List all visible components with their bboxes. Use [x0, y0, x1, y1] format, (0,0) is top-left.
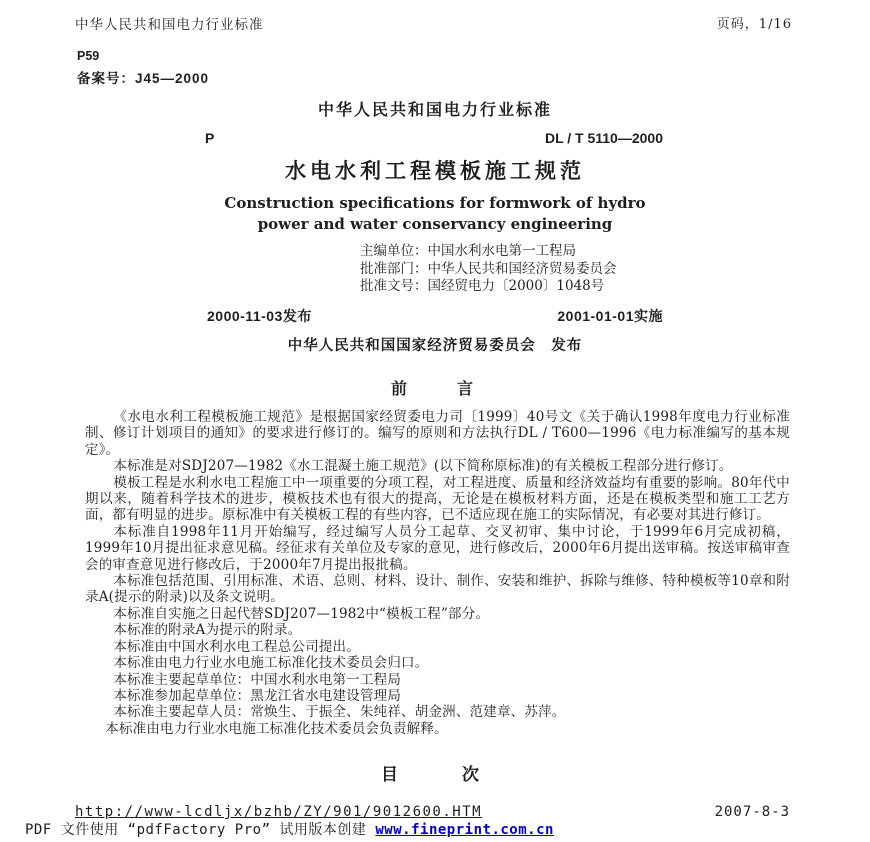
toc-heading: 目 次 [381, 765, 489, 784]
foreword-heading: 前 言 [390, 381, 479, 398]
record-number: 备案号：J45—2000 [77, 71, 210, 86]
class-letter: P [205, 130, 215, 146]
approval-line-document: 批准文号：国经贸电力〔2000〕1048号 [360, 278, 605, 295]
foreword-paragraph: 本标准主要起草单位：中国水利水电第一工程局 [113, 671, 402, 688]
page-header-left: 中华人民共和国电力行业标准 [75, 17, 264, 33]
effective-date: 2001-01-01实施 [557, 308, 663, 324]
fineprint-link[interactable]: www.fineprint.com.cn [375, 822, 554, 838]
standard-code-row [205, 130, 663, 146]
foreword-paragraph: 本标准由电力行业水电施工标准化技术委员会归口。 [113, 655, 429, 672]
foreword-paragraph: 《水电水利工程模板施工规范》是根据国家经贸委电力司〔1999〕40号文《关于确认1998年度电力行业标准制、修订计划项目的通知》的要求进行修订的。编写的原则和方法执行DL / T600—1996《电力标准编写的基本规定》。 [85, 409, 790, 458]
foreword-paragraph: 本标准由中国水利水电工程总公司提出。 [113, 638, 360, 655]
standard-title-cn: 水电水利工程模板施工规范 [285, 160, 585, 183]
approval-line-editor: 主编单位：中国水利水电第一工程局 [360, 243, 576, 259]
foreword-paragraph: 本标准的附录A为提示的附录。 [113, 622, 302, 639]
dates-row [207, 306, 663, 326]
source-url-row [75, 804, 482, 820]
foreword-paragraph: 模板工程是水利水电工程施工中一项重要的分项工程，对工程进度、质量和经济效益均有重要的影响。80年代中期以来，随着科学技术的进步，模板技术也有很大的提高，无论是在模板材料方面，还是在模板类型和施工工艺方面，都有明显的进步。原标准中有关模板工程的有些内容，已不适应现在施工的实际情况，有必要对其进行修订。 [85, 474, 790, 524]
foreword-paragraph: 本标准主要起草人员：常焕生、于振全、朱纯祥、胡金洲、范建章、苏萍。 [113, 704, 566, 721]
approval-block [360, 243, 617, 296]
foreword-paragraph: 本标准自实施之日起代替SDJ207—1982中“模板工程”部分。 [113, 605, 490, 622]
foreword-paragraph: 本标准参加起草单位：黑龙江省水电建设管理局 [113, 687, 402, 704]
issue-date: 2000-11-03发布 [207, 308, 312, 324]
source-url-link[interactable]: http://www-lcdljx/bzhb/ZY/901/9012600.HTM [75, 804, 483, 820]
foreword-paragraph: 本标准由电力行业水电施工标准化技术委员会负责解释。 [105, 720, 448, 737]
foreword-paragraph: 本标准自1998年11月开始编写，经过编写人员分工起草、交叉初审、集中讨论，于1999年6月完成初稿，1999年10月提出征求意见稿。经征求有关单位及专家的意见，进行修改后，2000年6月提出送审稿。按送审稿审查会的审查意见进行修改后，于2000年7月提出报批稿。 [85, 523, 790, 573]
standard-title-en-line2: power and water conservancy engineering [257, 215, 613, 233]
footer-date: 2007-8-3 [714, 804, 790, 820]
foreword-body [85, 409, 790, 737]
standard-code: DL / T 5110—2000 [544, 130, 663, 146]
ics-code: P59 [77, 49, 100, 63]
approval-line-department: 批准部门：中华人民共和国经济贸易委员会 [360, 260, 617, 277]
issuer-line: 中华人民共和国国家经济贸易委员会 发布 [287, 338, 583, 354]
standard-title-en-line1: Construction specifications for formwork of hydro [224, 194, 646, 212]
pdf-notice-text: PDF 文件使用 “pdfFactory Pro” 试用版本创建 [25, 822, 376, 838]
foreword-paragraph: 本标准包括范围、引用标准、术语、总则、材料、设计、制作、安装和维护、拆除与维修、特种模板等10章和附录A(提示的附录)以及条文说明。 [85, 573, 790, 606]
page-number: 页码，1/16 [716, 17, 792, 32]
foreword-paragraph: 本标准是对SDJ207—1982《水工混凝土施工规范》(以下简称原标准)的有关模板工程部分进行修订。 [113, 458, 733, 475]
pdf-notice-row [25, 819, 554, 839]
standard-org-line: 中华人民共和国电力行业标准 [317, 102, 552, 119]
